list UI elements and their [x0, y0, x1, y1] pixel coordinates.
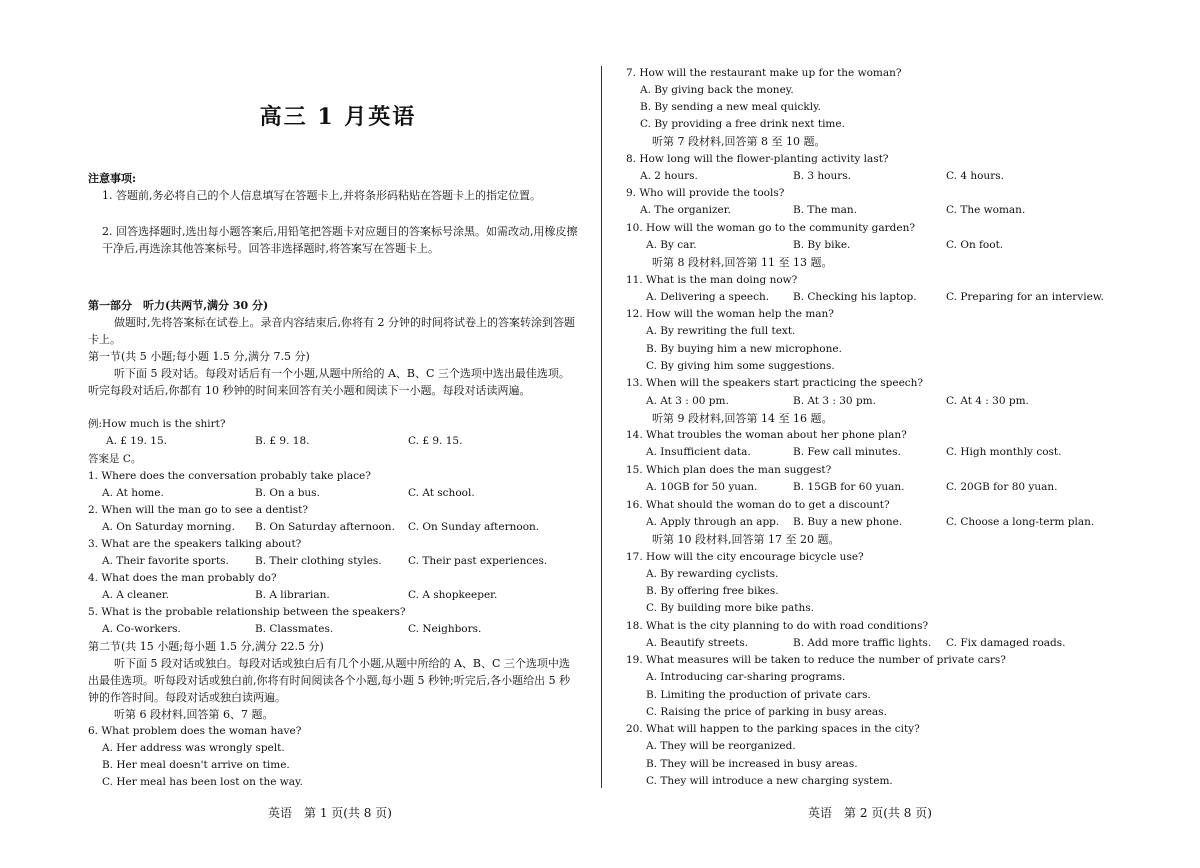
q13-option-c: C. At 4 : 30 pm.: [946, 395, 1029, 407]
q10-option-a: A. By car.: [646, 239, 697, 251]
part1-intro: 做题时,先将答案标在试卷上。录音内容结束后,你将有 2 分钟的时间将试卷上的答案转涂到答题卡上。: [88, 316, 575, 346]
q5-option-a: A. Co-workers.: [102, 623, 181, 635]
q11-option-c: C. Preparing for an interview.: [946, 291, 1104, 303]
q6-option-a: A. Her address was wrongly spelt.: [102, 742, 285, 754]
question-3: 3. What are the speakers talking about?: [88, 538, 302, 550]
q19-option-b: B. Limiting the production of private cars.: [646, 689, 871, 701]
q11-option-b: B. Checking his laptop.: [793, 291, 917, 303]
material-10: 听第 10 段材料,回答第 17 至 20 题。: [652, 533, 840, 546]
example-option-c: C. £ 9. 15.: [408, 435, 463, 447]
q7-option-b: B. By sending a new meal quickly.: [640, 101, 821, 113]
material-8: 听第 8 段材料,回答第 11 至 13 题。: [652, 256, 833, 269]
q12-option-c: C. By giving him some suggestions.: [646, 360, 835, 372]
q15-option-c: C. 20GB for 80 yuan.: [946, 481, 1058, 493]
q1-option-b: B. On a bus.: [255, 487, 320, 499]
q17-option-c: C. By building more bike paths.: [646, 602, 814, 614]
q14-option-c: C. High monthly cost.: [946, 446, 1062, 458]
q9-option-a: A. The organizer.: [640, 204, 731, 216]
q10-option-c: C. On foot.: [946, 239, 1004, 251]
question-2: 2. When will the man go to see a dentist?: [88, 504, 308, 516]
q6-option-b: B. Her meal doesn't arrive on time.: [102, 759, 290, 771]
page-2-footer: 英语 第 2 页(共 8 页): [808, 806, 932, 820]
q20-option-b: B. They will be increased in busy areas.: [646, 758, 858, 770]
q8-option-c: C. 4 hours.: [946, 170, 1004, 182]
question-18: 18. What is the city planning to do with road conditions?: [626, 620, 929, 632]
q18-option-b: B. Add more traffic lights.: [793, 637, 932, 649]
section1-intro: 听下面 5 段对话。每段对话后有一个小题,从题中所给的 A、B、C 三个选项中选出最佳选项。听完每段对话后,你都有 10 秒钟的时间来回答有关小题和阅读下一小题。每段对话读两遍。: [88, 367, 570, 397]
notice-heading: 注意事项:: [88, 172, 137, 185]
q20-option-c: C. They will introduce a new charging system.: [646, 775, 893, 787]
question-11: 11. What is the man doing now?: [626, 274, 798, 286]
question-15: 15. Which plan does the man suggest?: [626, 464, 832, 476]
q2-option-a: A. On Saturday morning.: [102, 521, 235, 533]
question-16: 16. What should the woman do to get a discount?: [626, 499, 890, 511]
question-5: 5. What is the probable relationship between the speakers?: [88, 606, 406, 618]
q13-option-a: A. At 3 : 00 pm.: [646, 395, 729, 407]
q17-option-b: B. By offering free bikes.: [646, 585, 779, 597]
q4-option-c: C. A shopkeeper.: [408, 589, 498, 601]
question-7: 7. How will the restaurant make up for the woman?: [626, 67, 902, 79]
question-17: 17. How will the city encourage bicycle use?: [626, 551, 864, 563]
q9-option-c: C. The woman.: [946, 204, 1026, 216]
q7-option-c: C. By providing a free drink next time.: [640, 118, 845, 130]
material-9: 听第 9 段材料,回答第 14 至 16 题。: [652, 412, 833, 425]
material-7: 听第 7 段材料,回答第 8 至 10 题。: [652, 135, 826, 148]
q11-option-a: A. Delivering a speech.: [646, 291, 770, 303]
q14-option-a: A. Insufficient data.: [646, 446, 751, 458]
q1-option-a: A. At home.: [102, 487, 164, 499]
question-8: 8. How long will the flower-planting activity last?: [626, 153, 889, 165]
q3-option-c: C. Their past experiences.: [408, 555, 548, 567]
question-9: 9. Who will provide the tools?: [626, 187, 785, 199]
question-19: 19. What measures will be taken to reduce the number of private cars?: [626, 654, 1006, 666]
q16-option-a: A. Apply through an app.: [646, 516, 780, 528]
question-6: 6. What problem does the woman have?: [88, 725, 302, 737]
q20-option-a: A. They will be reorganized.: [646, 740, 796, 752]
page-divider: [601, 66, 602, 788]
question-12: 12. How will the woman help the man?: [626, 308, 834, 320]
q1-option-c: C. At school.: [408, 487, 475, 499]
exam-title: 高三 1 月英语: [259, 104, 417, 130]
q9-option-b: B. The man.: [793, 204, 858, 216]
q12-option-a: A. By rewriting the full text.: [646, 325, 796, 337]
q19-option-a: A. Introducing car-sharing programs.: [646, 671, 846, 683]
q2-option-b: B. On Saturday afternoon.: [255, 521, 395, 533]
q5-option-c: C. Neighbors.: [408, 623, 482, 635]
material-6: 听第 6 段材料,回答第 6、7 题。: [114, 708, 274, 721]
q16-option-b: B. Buy a new phone.: [793, 516, 903, 528]
q18-option-c: C. Fix damaged roads.: [946, 637, 1066, 649]
q10-option-b: B. By bike.: [793, 239, 851, 251]
page-2: [626, 0, 1116, 868]
q4-option-b: B. A librarian.: [255, 589, 330, 601]
notice-item-2: 2. 回答选择题时,选出每小题答案后,用铅笔把答题卡对应题目的答案标号涂黑。如需改动,用橡皮擦干净后,再选涂其他答案标号。回答非选择题时,将答案写在答题卡上。: [102, 225, 578, 255]
q8-option-a: A. 2 hours.: [640, 170, 698, 182]
q16-option-c: C. Choose a long-term plan.: [946, 516, 1095, 528]
example-answer: 答案是 C。: [88, 453, 142, 465]
q2-option-c: C. On Sunday afternoon.: [408, 521, 540, 533]
example-question: 例:How much is the shirt?: [88, 418, 226, 430]
q3-option-b: B. Their clothing styles.: [255, 555, 382, 567]
notice-item-1: 1. 答题前,务必将自己的个人信息填写在答题卡上,并将条形码粘贴在答题卡上的指定位置。: [102, 189, 541, 202]
page-1: [88, 0, 588, 868]
question-20: 20. What will happen to the parking spaces in the city?: [626, 723, 920, 735]
q17-option-a: A. By rewarding cyclists.: [646, 568, 779, 580]
part1-heading: 第一部分 听力(共两节,满分 30 分): [88, 299, 269, 312]
example-option-b: B. £ 9. 18.: [255, 435, 310, 447]
q6-option-c: C. Her meal has been lost on the way.: [102, 776, 303, 788]
page-1-footer: 英语 第 1 页(共 8 页): [268, 806, 392, 820]
question-10: 10. How will the woman go to the community garden?: [626, 222, 916, 234]
q7-option-a: A. By giving back the money.: [640, 84, 794, 96]
section1-heading: 第一节(共 5 小题;每小题 1.5 分,满分 7.5 分): [88, 350, 310, 363]
question-14: 14. What troubles the woman about her phone plan?: [626, 429, 907, 441]
q14-option-b: B. Few call minutes.: [793, 446, 901, 458]
q3-option-a: A. Their favorite sports.: [102, 555, 229, 567]
q13-option-b: B. At 3 : 30 pm.: [793, 395, 876, 407]
q15-option-a: A. 10GB for 50 yuan.: [646, 481, 758, 493]
q4-option-a: A. A cleaner.: [102, 589, 170, 601]
q8-option-b: B. 3 hours.: [793, 170, 852, 182]
question-1: 1. Where does the conversation probably take place?: [88, 470, 371, 482]
q12-option-b: B. By buying him a new microphone.: [646, 343, 842, 355]
section2-intro: 听下面 5 段对话或独白。每段对话或独白后有几个小题,从题中所给的 A、B、C 三个选项中选出最佳选项。听每段对话或独白前,你将有时间阅读各个小题,每小题 5 秒钟;听完后,各小题给出 5 秒钟的作答时间。每段对话或独白读两遍。: [88, 657, 571, 704]
question-4: 4. What does the man probably do?: [88, 572, 277, 584]
q18-option-a: A. Beautify streets.: [646, 637, 748, 649]
q15-option-b: B. 15GB for 60 yuan.: [793, 481, 905, 493]
q19-option-c: C. Raising the price of parking in busy areas.: [646, 706, 887, 718]
question-13: 13. When will the speakers start practicing the speech?: [626, 377, 924, 389]
q5-option-b: B. Classmates.: [255, 623, 334, 635]
example-option-a: A. £ 19. 15.: [106, 435, 168, 447]
section2-heading: 第二节(共 15 小题;每小题 1.5 分,满分 22.5 分): [88, 640, 324, 653]
